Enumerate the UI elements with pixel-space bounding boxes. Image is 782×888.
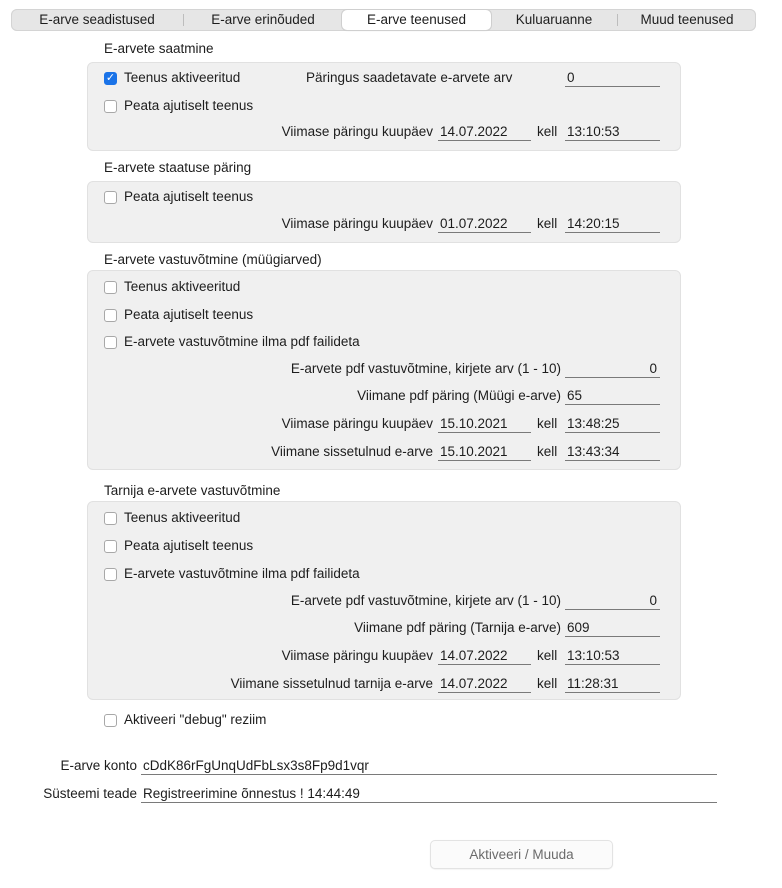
status-time-label: kell	[537, 216, 558, 231]
activate-modify-button[interactable]: Aktiveeri / Muuda	[430, 840, 613, 869]
section-title-receiving-sales: E-arvete vastuvõtmine (müügiarved)	[104, 252, 322, 267]
checkbox-icon	[104, 714, 117, 727]
group-receiving-supplier	[87, 501, 681, 700]
status-pause-label: Peata ajutiselt teenus	[124, 189, 254, 204]
supplier-pause-checkbox[interactable]	[104, 536, 253, 556]
system-message-field[interactable]: Registreerimine õnnestus ! 14:44:49	[141, 785, 717, 803]
sales-last-incoming-label: Viimane sissetulnud e-arve	[271, 444, 433, 459]
tab-muud-teenused[interactable]: Muud teenused	[640, 12, 734, 27]
supplier-time-label: kell	[537, 648, 558, 663]
checkbox-icon	[104, 512, 117, 525]
sending-time-label: kell	[537, 124, 558, 139]
supplier-pdf-count-label: E-arvete pdf vastuvõtmine, kirjete arv (1 - 10)	[290, 593, 561, 608]
supplier-last-incoming-date-field[interactable]: 14.07.2022	[438, 675, 531, 693]
sales-pause-label: Peata ajutiselt teenus	[124, 307, 254, 322]
sending-last-query-label: Viimase päringu kuupäev	[281, 124, 433, 139]
tab-bar	[11, 9, 756, 31]
sending-pause-label: Peata ajutiselt teenus	[124, 98, 254, 113]
supplier-last-query-date-field[interactable]: 14.07.2022	[438, 647, 531, 665]
supplier-last-pdf-label: Viimane pdf päring (Tarnija e-arve)	[354, 620, 561, 635]
status-last-query-time-field[interactable]: 14:20:15	[565, 215, 660, 233]
tab-kuluaruanne[interactable]: Kuluaruanne	[515, 12, 593, 27]
supplier-no-pdf-checkbox[interactable]	[104, 564, 360, 584]
section-title-sending: E-arvete saatmine	[104, 41, 214, 56]
supplier-active-label: Teenus aktiveeritud	[124, 510, 241, 525]
sales-last-query-label: Viimase päringu kuupäev	[281, 416, 433, 431]
checkbox-icon	[104, 309, 117, 322]
sales-no-pdf-label: E-arvete vastuvõtmine ilma pdf failideta	[124, 334, 360, 349]
supplier-last-query-label: Viimase päringu kuupäev	[281, 648, 433, 663]
sales-time-label: kell	[537, 416, 558, 431]
supplier-active-checkbox[interactable]	[104, 508, 240, 528]
supplier-last-query-time-field[interactable]: 13:10:53	[565, 647, 660, 665]
section-title-receiving-supplier: Tarnija e-arvete vastuvõtmine	[104, 483, 281, 498]
sales-pdf-count-label: E-arvete pdf vastuvõtmine, kirjete arv (1 - 10)	[290, 361, 561, 376]
sending-pending-field[interactable]: 0	[565, 69, 660, 87]
sales-last-pdf-field[interactable]: 65	[565, 387, 660, 405]
sales-last-query-date-field[interactable]: 15.10.2021	[438, 415, 531, 433]
sales-no-pdf-checkbox[interactable]	[104, 332, 360, 352]
checkmark-icon: ✓	[105, 71, 116, 84]
checkbox-icon	[104, 568, 117, 581]
status-pause-checkbox[interactable]	[104, 187, 253, 207]
status-last-query-date-field[interactable]: 01.07.2022	[438, 215, 531, 233]
supplier-last-incoming-label: Viimane sissetulnud tarnija e-arve	[230, 676, 433, 691]
sending-active-label: Teenus aktiveeritud	[124, 70, 241, 85]
sales-active-label: Teenus aktiveeritud	[124, 279, 241, 294]
group-status-query	[87, 181, 681, 243]
supplier-no-pdf-label: E-arvete vastuvõtmine ilma pdf failideta	[124, 566, 360, 581]
account-field[interactable]: cDdK86rFgUnqUdFbLsx3s8Fp9d1vqr	[141, 757, 717, 775]
supplier-last-incoming-time-field[interactable]: 11:28:31	[565, 675, 660, 693]
checkbox-icon	[104, 191, 117, 204]
system-message-label: Süsteemi teade	[43, 786, 137, 801]
supplier-last-pdf-field[interactable]: 609	[565, 619, 660, 637]
section-title-status-query: E-arvete staatuse päring	[104, 160, 252, 175]
checkbox-icon	[104, 336, 117, 349]
sales-last-incoming-date-field[interactable]: 15.10.2021	[438, 443, 531, 461]
supplier-pdf-count-field[interactable]: 0	[565, 592, 660, 610]
sending-last-query-time-field[interactable]: 13:10:53	[565, 123, 660, 141]
sending-active-checkbox[interactable]	[104, 68, 240, 88]
supplier-incoming-time-label: kell	[537, 676, 558, 691]
sending-last-query-date-field[interactable]: 14.07.2022	[438, 123, 531, 141]
sales-last-incoming-time-field[interactable]: 13:43:34	[565, 443, 660, 461]
checkbox-icon	[104, 281, 117, 294]
sales-active-checkbox[interactable]	[104, 277, 240, 297]
sending-pending-label: Päringus saadetavate e-arvete arv	[306, 70, 513, 85]
sending-pause-checkbox[interactable]	[104, 96, 253, 116]
tab-e-arve-teenused[interactable]: E-arve teenused	[342, 10, 491, 30]
debug-label: Aktiveeri "debug" reziim	[124, 712, 267, 727]
sales-pdf-count-field[interactable]: 0	[565, 360, 660, 378]
debug-checkbox[interactable]	[104, 710, 266, 730]
tab-e-arve-erinouded[interactable]: E-arve erinõuded	[211, 12, 315, 27]
status-last-query-label: Viimase päringu kuupäev	[281, 216, 433, 231]
checkbox-icon	[104, 540, 117, 553]
sales-last-query-time-field[interactable]: 13:48:25	[565, 415, 660, 433]
account-label: E-arve konto	[60, 758, 137, 773]
checkbox-icon	[104, 100, 117, 113]
group-sending	[87, 62, 681, 151]
sales-pause-checkbox[interactable]	[104, 305, 253, 325]
sales-incoming-time-label: kell	[537, 444, 558, 459]
group-receiving-sales	[87, 270, 681, 470]
supplier-pause-label: Peata ajutiselt teenus	[124, 538, 254, 553]
sales-last-pdf-label: Viimane pdf päring (Müügi e-arve)	[357, 388, 561, 403]
tab-e-arve-seadistused[interactable]: E-arve seadistused	[39, 12, 155, 27]
